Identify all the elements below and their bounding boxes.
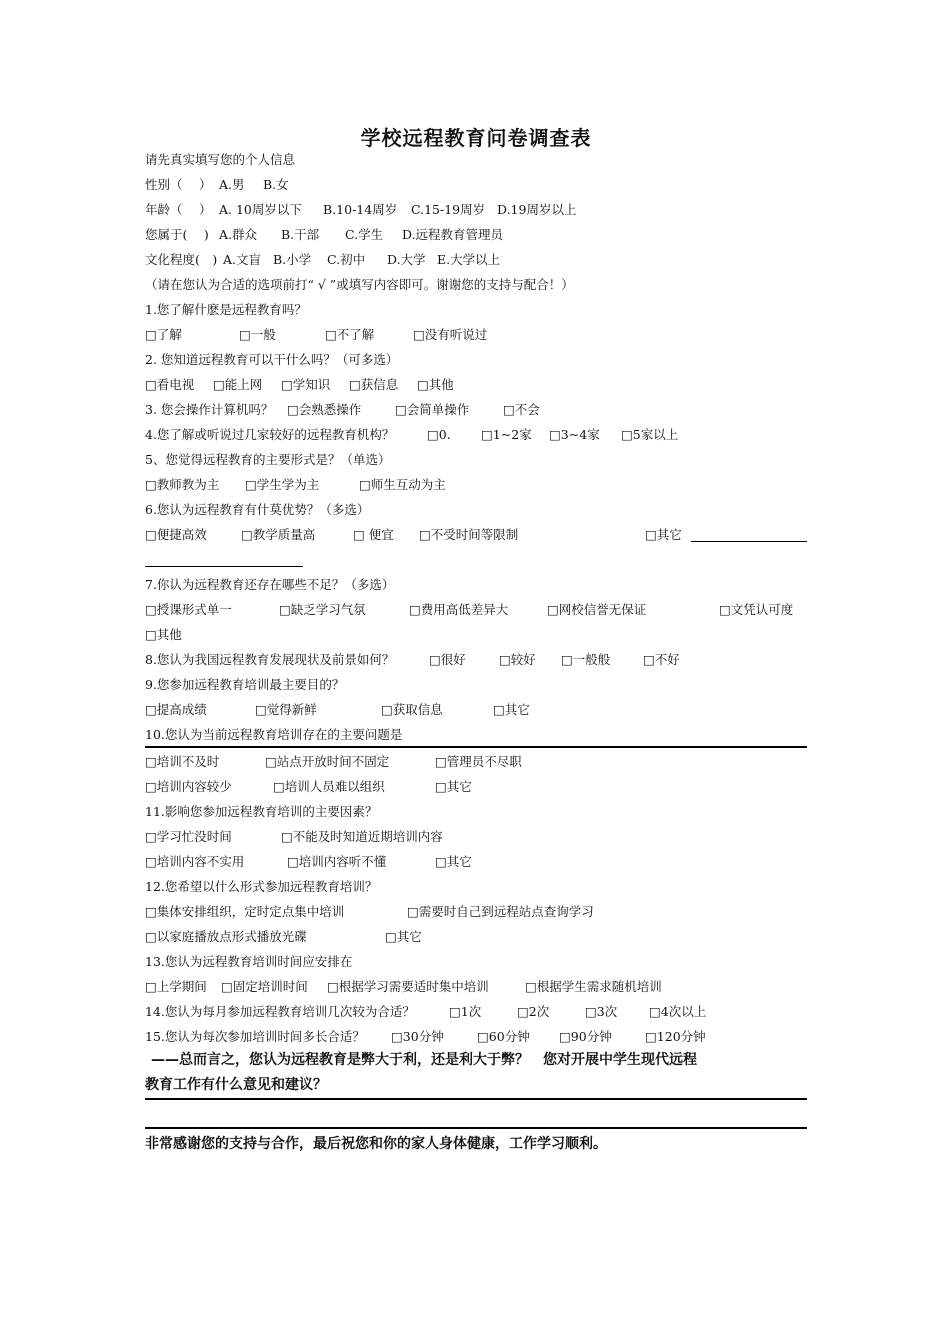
q5-option-2[interactable]: □学生学为主 [245,477,320,492]
q7-option-1[interactable]: □授课形式单一 [145,602,232,617]
education-label: 文化程度( ) [145,252,218,267]
q8-option-1[interactable]: □很好 [429,652,466,667]
q4-option-2[interactable]: □1~2家 [481,427,532,442]
q12-text: 12.您希望以什么形式参加远程教育培训？ [145,879,378,894]
q5-text: 5、您觉得远程教育的主要形式是？（单选） [145,452,391,467]
q9-option-4[interactable]: □其它 [493,702,530,717]
q6-option-3[interactable]: □ 便宜 [353,527,394,542]
q15-option-1[interactable]: □30分钟 [391,1029,444,1044]
q7-text: 7.你认为远程教育还存在哪些不足？（多选） [145,577,395,592]
q5-option-1[interactable]: □教师教为主 [145,477,220,492]
q9-option-1[interactable]: □提高成绩 [145,702,207,717]
age-option-d: D.19周岁以上 [497,202,577,217]
q11-option-2[interactable]: □不能及时知道近期培训内容 [281,829,443,844]
q11-option-4[interactable]: □培训内容听不懂 [287,854,387,869]
q6-option-2[interactable]: □教学质量高 [241,527,316,542]
q13-option-3[interactable]: □根据学习需要适时集中培训 [327,979,489,994]
q4-text: 4.您了解或听说过几家较好的远程教育机构？ [145,427,395,442]
q14-option-1[interactable]: □1次 [449,1004,482,1019]
belong-label: 您属于( ) [145,227,209,242]
q14-option-2[interactable]: □2次 [517,1004,550,1019]
gender-label: 性别（ ） [145,177,212,192]
q15-option-3[interactable]: □90分钟 [559,1029,612,1044]
q10-option-1[interactable]: □培训不及时 [145,754,220,769]
q4-option-3[interactable]: □3~4家 [549,427,600,442]
q8-option-3[interactable]: □一般般 [561,652,611,667]
q9-option-2[interactable]: □觉得新鲜 [255,702,317,717]
age-option-b: B.10-14周岁 [323,202,398,217]
education-option-d: D.大学 [387,252,426,267]
instruction-text: （请在您认为合适的选项前打“ √ ”或填写内容即可。谢谢您的支持与配合！） [145,277,574,292]
q15-option-4[interactable]: □120分钟 [645,1029,706,1044]
q8-option-4[interactable]: □不好 [643,652,680,667]
q2-option-3[interactable]: □学知识 [281,377,331,392]
q2-option-5[interactable]: □其他 [417,377,454,392]
q10-option-4[interactable]: □培训内容较少 [145,779,232,794]
q14-option-4[interactable]: □4次以上 [649,1004,707,1019]
q10-option-6[interactable]: □其它 [435,779,472,794]
q10-option-5[interactable]: □培训人员难以组织 [273,779,385,794]
q9-text: 9.您参加远程教育培训最主要目的？ [145,677,345,692]
q12-option-4[interactable]: □其它 [385,929,422,944]
q11-text: 11.影响您参加远程教育培训的主要因素？ [145,804,378,819]
q4-option-1[interactable]: □0. [427,427,451,442]
q8-text: 8.您认为我国远程教育发展现状及前景如何？ [145,652,395,667]
q13-option-4[interactable]: □根据学生需求随机培训 [525,979,662,994]
q13-option-1[interactable]: □上学期间 [145,979,207,994]
q7-option-2[interactable]: □缺乏学习气氛 [279,602,366,617]
q7-option-3[interactable]: □费用高低差异大 [409,602,509,617]
q10-option-2[interactable]: □站点开放时间不固定 [265,754,390,769]
q3-text: 3. 您会操作计算机吗？ [145,402,274,417]
q9-option-3[interactable]: □获取信息 [381,702,443,717]
age-label: 年龄（ ） [145,202,212,217]
q6-text: 6.您认为远程教育有什莫优势？（多选） [145,502,370,517]
education-option-a: A.文盲 [223,252,262,267]
q7-option-4[interactable]: □网校信誉无保证 [547,602,647,617]
q11-option-1[interactable]: □学习忙没时间 [145,829,232,844]
q10-text: 10.您认为当前远程教育培训存在的主要问题是 [145,727,403,742]
summary-question-line1: ——总而言之，您认为远程教育是弊大于利，还是利大于弊？ 您对开展中学生现代远程 [151,1052,697,1068]
education-option-e: E.大学以上 [437,252,501,267]
answer-line-1[interactable] [145,1098,807,1100]
q3-option-3[interactable]: □不会 [503,402,540,417]
q1-option-2[interactable]: □一般 [239,327,276,342]
q6-option-4[interactable]: □不受时间等限制 [419,527,519,542]
q14-text: 14.您认为每月参加远程教育培训几次较为合适？ [145,1004,415,1019]
q1-text: 1.您了解什麽是远程教育吗？ [145,302,307,317]
q2-option-2[interactable]: □能上网 [213,377,263,392]
q1-option-1[interactable]: □了解 [145,327,182,342]
gender-option-b: B.女 [263,177,289,192]
thanks-text: 非常感谢您的支持与合作，最后祝您和你的家人身体健康，工作学习顺利。 [145,1136,607,1152]
q12-option-3[interactable]: □以家庭播放点形式播放光碟 [145,929,307,944]
q12-option-1[interactable]: □集体安排组织，定时定点集中培训 [145,904,345,919]
q11-option-3[interactable]: □培训内容不实用 [145,854,245,869]
q6-option-5[interactable]: □其它 [645,527,682,542]
q6-option-1[interactable]: □便捷高效 [145,527,207,542]
q3-option-2[interactable]: □会简单操作 [395,402,470,417]
answer-line-2[interactable] [145,1127,807,1129]
q12-option-2[interactable]: □需要时自己到远程站点查询学习 [407,904,594,919]
age-option-a: A. 10周岁以下 [219,202,302,217]
q4-option-4[interactable]: □5家以上 [621,427,679,442]
q6-other-blank-continued[interactable] [145,566,303,567]
q7-option-5[interactable]: □文凭认可度 [719,602,794,617]
q8-option-2[interactable]: □较好 [499,652,536,667]
q10-option-3[interactable]: □管理员不尽职 [435,754,522,769]
q2-option-1[interactable]: □看电视 [145,377,195,392]
q13-option-2[interactable]: □固定培训时间 [221,979,308,994]
intro-text: 请先真实填写您的个人信息 [145,152,296,167]
q2-option-4[interactable]: □获信息 [349,377,399,392]
summary-question-line2: 教育工作有什么意见和建议？ [145,1077,327,1093]
q14-option-3[interactable]: □3次 [585,1004,618,1019]
q10-answer-rule [145,746,807,748]
page-title: 学校远程教育问卷调查表 [360,126,592,150]
education-option-b: B.小学 [273,252,312,267]
gender-option-a: A.男 [219,177,245,192]
belong-option-b: B.干部 [281,227,320,242]
age-option-c: C.15-19周岁 [411,202,486,217]
q1-option-3[interactable]: □不了解 [325,327,375,342]
q1-option-4[interactable]: □没有听说过 [413,327,488,342]
q7-option-6[interactable]: □其他 [145,627,182,642]
q13-text: 13.您认为远程教育培训时间应安排在 [145,954,353,969]
belong-option-d: D.远程教育管理员 [402,227,504,242]
q6-other-blank[interactable] [691,541,807,542]
q15-text: 15.您认为每次参加培训时间多长合适？ [145,1029,365,1044]
q5-option-3[interactable]: □师生互动为主 [359,477,446,492]
belong-option-a: A.群众 [219,227,258,242]
q11-option-5[interactable]: □其它 [435,854,472,869]
q3-option-1[interactable]: □会熟悉操作 [287,402,362,417]
q15-option-2[interactable]: □60分钟 [477,1029,530,1044]
q2-text: 2. 您知道远程教育可以干什么吗？（可多选） [145,352,399,367]
belong-option-c: C.学生 [345,227,384,242]
education-option-c: C.初中 [327,252,366,267]
